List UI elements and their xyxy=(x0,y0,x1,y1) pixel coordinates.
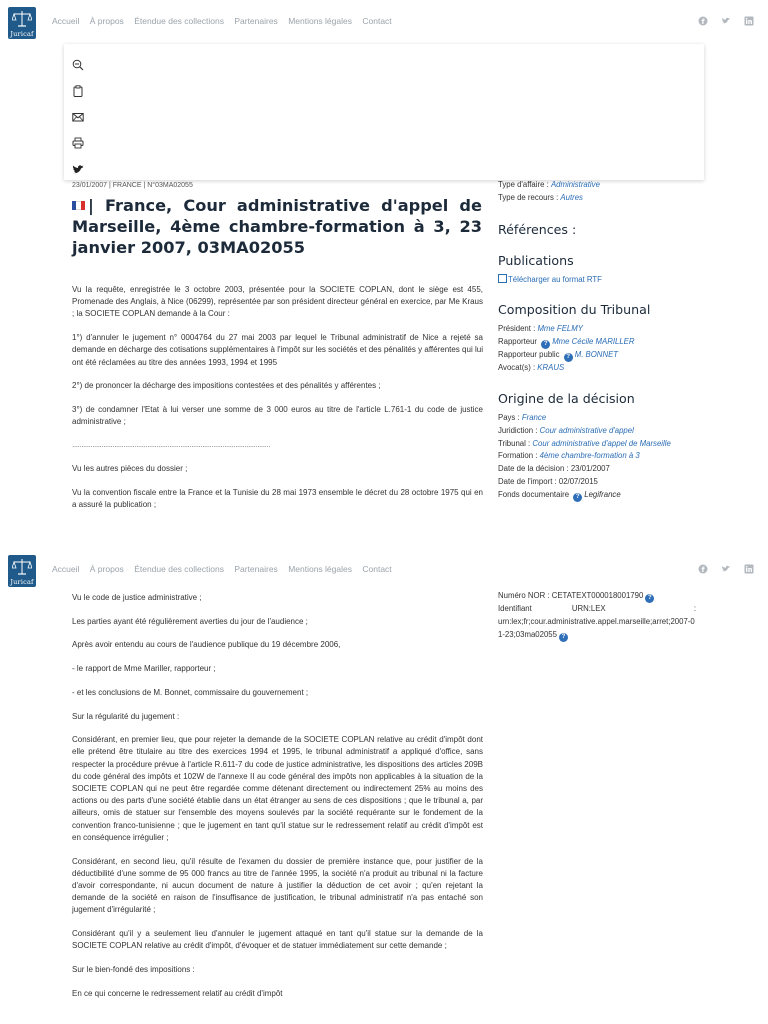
social-links xyxy=(698,16,754,26)
identifiant-urn: URN:LEX xyxy=(571,604,606,613)
rapporteur-public-link[interactable]: M. BONNET xyxy=(574,350,619,360)
twitter-icon[interactable] xyxy=(721,564,731,574)
nav-partenaires[interactable]: Partenaires xyxy=(234,16,278,26)
identifiant-colon: : xyxy=(693,604,696,613)
clipboard-icon[interactable] xyxy=(72,82,86,96)
nav-mentions[interactable]: Mentions légales xyxy=(288,16,352,26)
scales-icon xyxy=(12,558,32,576)
type-affaire-label: Type d'affaire : xyxy=(498,180,551,189)
type-recours-link[interactable]: Autres xyxy=(560,192,583,202)
juridiction-link[interactable]: Cour administrative d'appel xyxy=(539,425,634,435)
tribunal-label: Tribunal : xyxy=(498,438,533,448)
nav-etendue[interactable]: Étendue des collections xyxy=(134,16,224,26)
paragraph: 1°) d'annuler le jugement n° 0004764 du 27 mai 2003 par lequel le Tribunal administratif de Nice a rejeté sa demande en décharge des cotisations supplémentaires à l'impôt sur les sociétés et des pénalités y afférentes qui lui ont été réclamées au titre des années 1993, 1994 et 1995 xyxy=(72,333,483,367)
separator-dots: ……………………………………………………………………………………………… xyxy=(72,442,270,449)
nor-text: Numéro NOR : CETATEXT000018001790 xyxy=(498,591,644,600)
rapporteur-public-label: Rapporteur public xyxy=(498,350,562,360)
type-affaire-link[interactable]: Administrative xyxy=(550,180,600,189)
paragraph: 2°) de prononcer la décharge des impositions contestées et des pénalités y afférentes ; xyxy=(72,381,381,391)
help-icon[interactable]: ? xyxy=(541,340,550,349)
sticky-navbar xyxy=(0,548,768,592)
rapporteur-link[interactable]: Mme Cécile MARILLER xyxy=(552,337,635,347)
identifiant-label: Identifiant xyxy=(498,604,532,613)
president-link[interactable]: Mme FELMY xyxy=(537,324,583,334)
svg-text:f: f xyxy=(701,18,705,26)
page-title xyxy=(72,194,482,258)
references-heading: Références : xyxy=(498,221,577,237)
help-icon[interactable]: ? xyxy=(645,594,654,603)
sidebar-top xyxy=(498,179,713,502)
fonds-value: Legifrance xyxy=(584,489,621,499)
nav-links xyxy=(52,564,400,574)
mail-icon[interactable] xyxy=(72,108,86,122)
composition-heading: Composition du Tribunal xyxy=(498,302,651,318)
rtf-icon xyxy=(498,274,507,283)
paragraph: Vu le code de justice administrative ; xyxy=(72,593,202,602)
juricaf-logo[interactable] xyxy=(8,555,36,587)
linkedin-icon[interactable] xyxy=(744,564,754,574)
help-icon[interactable]: ? xyxy=(564,353,573,362)
logo-text: Juricaf xyxy=(10,578,34,586)
paragraph: En ce qui concerne le redressement relatif au crédit d'impôt xyxy=(72,988,283,998)
logo-text: Juricaf xyxy=(10,30,34,38)
nav-mentions[interactable]: Mentions légales xyxy=(288,564,352,574)
decision-text-1 xyxy=(72,284,483,523)
top-navbar xyxy=(0,0,768,44)
nav-a-propos[interactable]: À propos xyxy=(89,564,124,574)
nav-contact[interactable]: Contact xyxy=(362,564,392,574)
date-decision: Date de la décision : 23/01/2007 xyxy=(498,464,610,474)
rapporteur-label: Rapporteur xyxy=(498,337,540,347)
france-flag-icon xyxy=(72,194,85,203)
nav-accueil[interactable]: Accueil xyxy=(52,16,80,26)
social-links xyxy=(698,564,754,574)
date-import: Date de l'import : 02/07/2015 xyxy=(498,476,598,486)
origine-heading: Origine de la décision xyxy=(498,390,635,406)
paragraph: Les parties ayant été régulièrement averties du jour de l'audience ; xyxy=(72,616,308,626)
paragraph: Considérant, en premier lieu, que pour rejeter la demande de la SOCIETE COPLAN relative au crédit d'impôt dont elle prétend être titulaire au titre des exercices 1994 et 1995, le tribunal administratif a appliqué d'office, sans respecter la procédure prévue à l'article R.611-7 du code de justice administrative, les dispositions des articles 209B du code général des impôts et 102W de l'annexe II au code général des impôts non applicables à la situation de la SOCIETE COPLAN qui ne peut être regardée comme détenant directement ou indirectement 25% au moins des actions ou des parts d'une société établie dans un état étranger au sens de ces dispositions ; que le tribunal a, par ailleurs, omis de statuer sur l'ensemble des moyens soulevés par la société requérante sur le fondement de la convention franco-tunisienne ; que le jugement en tant qu'il statue sur le redressement relatif au crédit d'impôt est en conséquence irrégulier ; xyxy=(72,735,483,842)
print-icon[interactable] xyxy=(72,134,86,148)
paragraph: Après avoir entendu au cours de l'audience publique du 19 décembre 2006, xyxy=(72,640,341,650)
paragraph: Vu la requête, enregistrée le 3 octobre 2003, présentée pour la SOCIETE COPLAN, dont le siège est 455, Promenade des Anglais, à Nice (06299), représentée par son président directeur général en exercice, par Me Kraus ; la SOCIETE COPLAN demande à la Cour : xyxy=(72,285,483,319)
paragraph: Considérant qu'il y a seulement lieu d'annuler le jugement attaqué en tant qu'il statue sur la demande de la SOCIETE COPLAN relative au crédit d'impôt, d'évoquer et de statuer immédiatement sur cette demande ; xyxy=(72,929,483,951)
nav-accueil[interactable]: Accueil xyxy=(52,564,80,574)
publications-heading: Publications xyxy=(498,252,574,268)
paragraph: Vu la convention fiscale entre la France et la Tunisie du 28 mai 1973 ensemble le décret du 28 octobre 1975 qui en a assuré la publication ; xyxy=(72,488,483,510)
paragraph: - le rapport de Mme Mariller, rapporteur ; xyxy=(72,664,216,674)
avocats-label: Avocat(s) : xyxy=(498,363,538,373)
paragraph: 3°) de condamner l'Etat à lui verser une somme de 3 000 euros au titre de l'article L.761-1 du code de justice administrative ; xyxy=(72,404,483,427)
download-rtf-link[interactable]: Télécharger au format RTF xyxy=(508,274,602,284)
formation-label: Formation : xyxy=(498,451,540,461)
avocats-link[interactable]: KRAUS xyxy=(537,363,565,373)
identifiant-value: urn:lex;fr;cour.administrative.appel.marseille;arret;2007-01-23;03ma02055 xyxy=(498,616,695,639)
nav-links xyxy=(52,16,400,26)
nav-contact[interactable]: Contact xyxy=(362,16,392,26)
help-icon[interactable]: ? xyxy=(559,633,568,642)
type-recours-label: Type de recours : xyxy=(498,192,561,202)
juricaf-logo[interactable] xyxy=(8,7,36,39)
juridiction-label: Juridiction : xyxy=(498,425,540,435)
twitter-share-icon[interactable] xyxy=(72,160,86,174)
twitter-icon[interactable] xyxy=(721,16,731,26)
page-title-text: | France, Cour administrative d'appel de Marseille, 4ème chambre-formation à 3, 23 janvier 2007, 03MA02055 xyxy=(72,196,482,257)
decision-meta: 23/01/2007 | FRANCE | N°03MA02055 xyxy=(72,182,193,189)
fonds-label: Fonds documentaire xyxy=(498,489,572,499)
paragraph: Vu les autres pièces du dossier ; xyxy=(72,464,188,474)
paragraph: Considérant, en second lieu, qu'il résulte de l'examen du dossier de première instance que, pour justifier de la déductibilité d'une somme de 95 000 francs au titre de l'année 1995, la société n'a produit au tribunal ni la facture d'avoir correspondante, ni aucun document de nature à justifier la déduction de cet avoir ; qu'en rejetant la demande de la société en raison de l'insuffisance de justification, le tribunal administratif n'a pas entaché son jugement d'irrégularité ; xyxy=(72,856,483,915)
svg-text:f: f xyxy=(701,566,705,574)
formation-link[interactable]: 4ème chambre-formation à 3 xyxy=(539,451,640,461)
president-label: Président : xyxy=(498,324,538,334)
paragraph: Sur le bien-fondé des impositions : xyxy=(72,964,195,974)
linkedin-icon[interactable] xyxy=(744,16,754,26)
tribunal-link[interactable]: Cour administrative d'appel de Marseille xyxy=(532,438,671,448)
decision-text-2 xyxy=(72,592,483,1011)
pays-label: Pays : xyxy=(498,412,522,422)
facebook-icon[interactable] xyxy=(698,16,708,26)
nav-partenaires[interactable]: Partenaires xyxy=(234,564,278,574)
sidebar-identifiers xyxy=(498,590,713,642)
scales-icon xyxy=(12,10,32,28)
nav-etendue[interactable]: Étendue des collections xyxy=(134,564,224,574)
zoom-out-icon[interactable] xyxy=(72,56,86,70)
document-toolbar xyxy=(64,44,704,180)
facebook-icon[interactable] xyxy=(698,564,708,574)
paragraph: Sur la régularité du jugement : xyxy=(72,711,180,721)
help-icon[interactable]: ? xyxy=(573,493,582,502)
pays-link[interactable]: France xyxy=(521,412,547,422)
paragraph: - et les conclusions de M. Bonnet, commissaire du gouvernement ; xyxy=(72,687,309,697)
nav-a-propos[interactable]: À propos xyxy=(89,16,124,26)
